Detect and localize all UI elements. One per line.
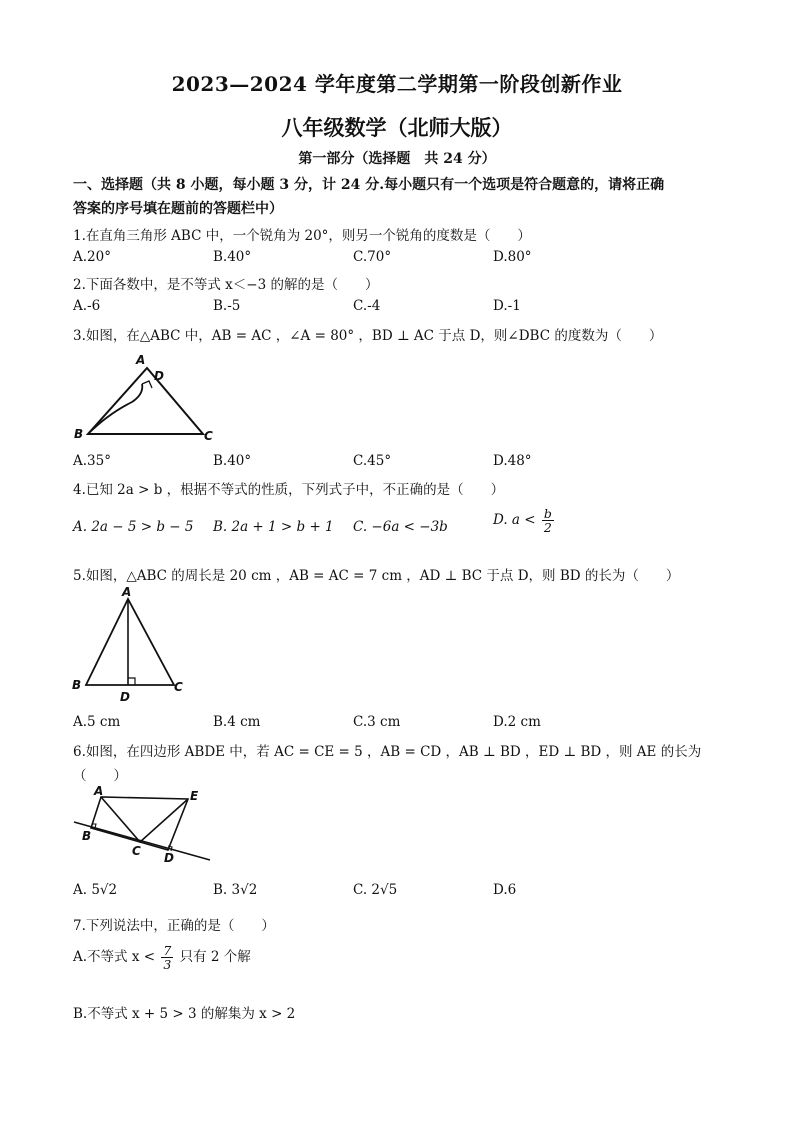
q2-option-a: A.-6 [73, 298, 101, 314]
q6-option-c: C. 2√5 [353, 882, 398, 898]
q3-options [73, 453, 713, 473]
q6-stem: 6.如图，在四边形 ABDE 中，若 AC = CE = 5 ，AB = CD ，AB ⊥ BD ，ED ⊥ BD ，则 AE 的长为 [73, 744, 702, 760]
q5-stem: 5.如图，△ABC 的周长是 20 cm ，AB = AC = 7 cm ，AD ⊥ BC 于点 D，则 BD 的长为（ ） [73, 568, 680, 584]
q5-triangle-abc [86, 599, 174, 685]
q6-option-d: D.6 [493, 882, 517, 898]
q7-option-b: B.不等式 x + 5 > 3 的解集为 x > 2 [73, 1006, 296, 1022]
q3-stem: 3.如图，在△ABC 中，AB = AC ，∠A = 80° ，BD ⊥ AC 于点 D，则∠DBC 的度数为（ ） [73, 328, 663, 344]
q5-option-a: A.5 cm [73, 714, 121, 730]
q4-option-d [493, 507, 556, 534]
q6-label-d: D [164, 851, 174, 865]
q1-option-b: B.40° [213, 249, 252, 265]
q7-fraction-num: 7 [163, 943, 172, 958]
q7-option-a-prefix: A.不等式 x < [73, 949, 156, 966]
part-heading: 第一部分（选择题 共 24 分） [298, 151, 496, 167]
q4-option-b: B. 2a + 1 > b + 1 [213, 519, 334, 535]
q3-option-c: C.45° [353, 453, 392, 469]
q5-label-b: B [72, 678, 82, 692]
q1-option-c: C.70° [353, 249, 392, 265]
q7-stem: 7.下列说法中，正确的是（ ） [73, 918, 275, 934]
q6-options [73, 882, 713, 902]
q3-label-a: A [136, 353, 146, 367]
exam-title: 2023—2024 学年度第二学期第一阶段创新作业 [171, 72, 623, 96]
q7-option-a-suffix: 只有 2 个解 [179, 949, 251, 966]
q5-label-c: C [174, 680, 183, 694]
q5-options [73, 714, 713, 734]
q6-quadrilateral-figure [70, 786, 215, 868]
q4-fraction-num: b [543, 506, 552, 521]
q5-label-d: D [120, 690, 130, 704]
q3-option-a: A.35° [73, 453, 111, 469]
q7-option-a-fraction [161, 944, 173, 971]
q4-option-c: C. −6a < −3b [353, 519, 448, 535]
q4-stem: 4.已知 2a > b ，根据不等式的性质，下列式子中，不正确的是（ ） [73, 482, 505, 498]
q3-label-b: B [74, 427, 84, 441]
q2-options [73, 298, 713, 318]
q6-label-b: B [82, 829, 92, 843]
q4-option-d-fraction [542, 507, 554, 534]
q3-triangle-abc [88, 368, 203, 434]
q5-option-d: D.2 cm [493, 714, 541, 730]
q1-option-d: D.80° [493, 249, 532, 265]
q5-option-c: C.3 cm [353, 714, 401, 730]
q7-fraction-den: 3 [163, 957, 172, 973]
q3-segment-bd [88, 384, 142, 434]
q1-stem: 1.在直角三角形 ABC 中，一个锐角为 20°，则另一个锐角的度数是（ ） [73, 228, 531, 244]
q5-option-b: B.4 cm [213, 714, 261, 730]
q4-option-a: A. 2a − 5 > b − 5 [73, 519, 194, 535]
q6-label-e: E [190, 789, 199, 803]
q2-option-b: B.-5 [213, 298, 241, 314]
q7-option-a [73, 944, 251, 971]
q3-option-d: D.48° [493, 453, 532, 469]
q3-label-d: D [154, 369, 164, 383]
q4-option-d-text: D. a < [493, 512, 536, 529]
q2-option-c: C.-4 [353, 298, 381, 314]
q6-label-a: A [94, 784, 104, 798]
q6-option-b: B. 3√2 [213, 882, 258, 898]
q5-triangle-figure [70, 587, 200, 702]
q1-options [73, 249, 713, 269]
section-heading-line1: 一、选择题（共 8 小题，每小题 3 分，计 24 分.每小题只有一个选项是符合题意的，请将正确 [73, 177, 665, 193]
q5-label-a: A [122, 585, 132, 599]
q6-option-a: A. 5√2 [73, 882, 118, 898]
q1-option-a: A.20° [73, 249, 111, 265]
q6-label-c: C [132, 844, 141, 858]
q6-stem-cont: （ ） [73, 768, 127, 784]
section-heading-line2: 答案的序号填在题前的答题栏中） [73, 201, 283, 217]
q3-option-b: B.40° [213, 453, 252, 469]
q4-options [73, 506, 713, 539]
q3-label-c: C [204, 429, 213, 443]
q3-right-angle-mark [142, 381, 152, 388]
q2-option-d: D.-1 [493, 298, 521, 314]
q4-fraction-den: 2 [543, 520, 552, 536]
q2-stem: 2.下面各数中，是不等式 x＜−3 的解的是（ ） [73, 277, 379, 293]
q5-right-angle-mark [128, 678, 135, 685]
exam-subtitle: 八年级数学（北师大版） [281, 115, 513, 140]
q3-triangle-figure [70, 350, 230, 445]
